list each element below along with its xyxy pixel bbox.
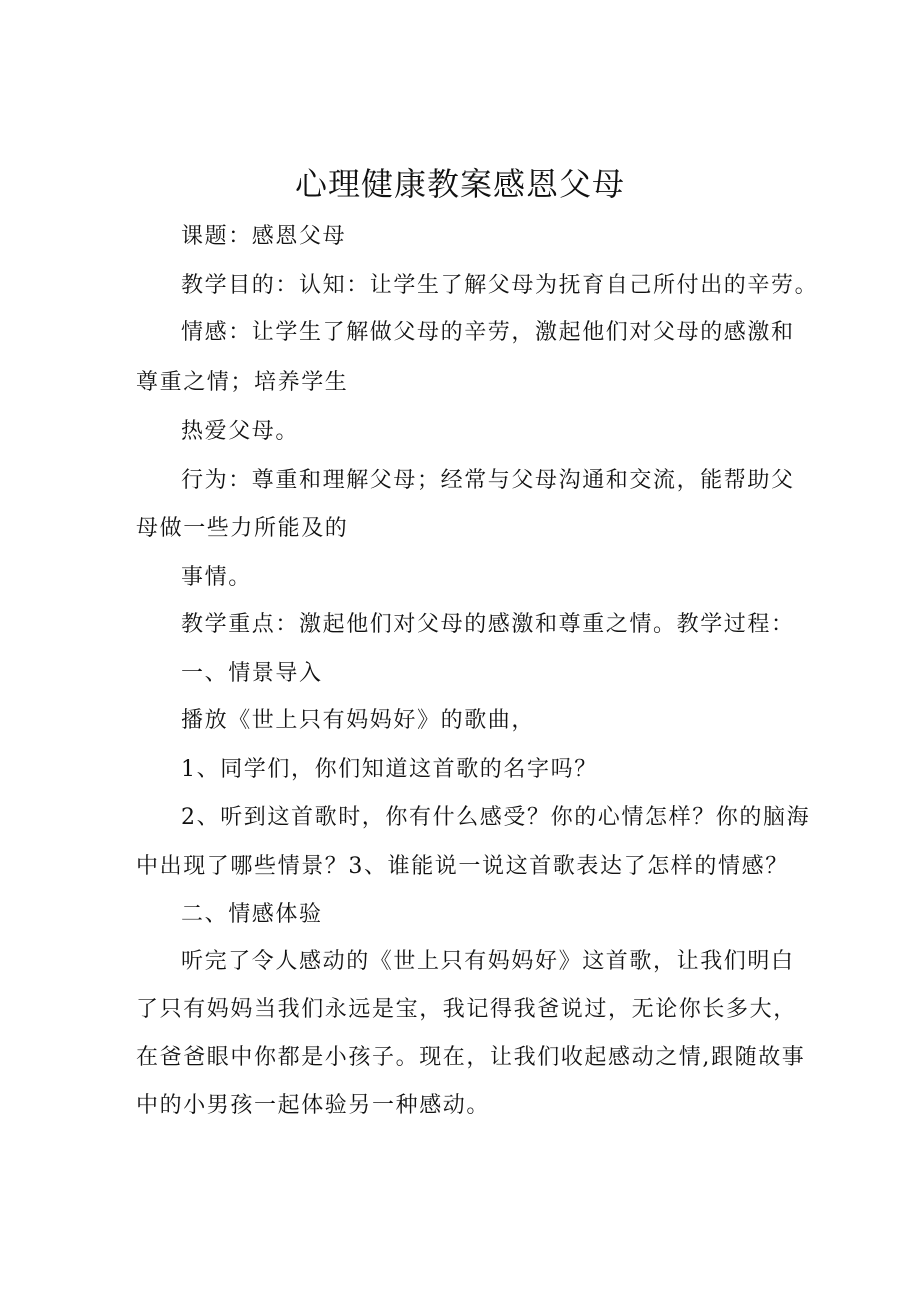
paragraph-line: 尊重之情；培养学生 <box>136 370 349 395</box>
paragraph-line: 2、听到这首歌时，你有什么感受？你的心情怎样？你的脑海 <box>181 805 811 830</box>
paragraph-line: 中出现了哪些情景？3、谁能说一说这首歌表达了怎样的情感？ <box>136 854 789 879</box>
paragraph-line: 播放《世上只有妈妈好》的歌曲， <box>181 708 536 733</box>
paragraph-line: 事情。 <box>181 565 252 590</box>
paragraph-line: 母做一些力所能及的 <box>136 516 349 541</box>
paragraph-line: 一、情景导入 <box>181 661 323 686</box>
paragraph-line: 1、同学们，你们知道这首歌的名字吗？ <box>181 757 598 782</box>
paragraph-line: 教学目的：认知：让学生了解父母为抚育自己所付出的辛劳。 <box>181 273 819 298</box>
paragraph-line: 热爱父母。 <box>181 419 300 444</box>
paragraph-line: 二、情感体验 <box>181 902 323 927</box>
document-title: 心理健康教案感恩父母 <box>294 165 625 203</box>
paragraph-line: 课题：感恩父母 <box>181 224 347 249</box>
paragraph-line: 行为：尊重和理解父母；经常与父母沟通和交流，能帮助父 <box>181 468 795 493</box>
paragraph-line: 情感：让学生了解做父母的辛劳，激起他们对父母的感激和 <box>181 320 795 345</box>
paragraph-line: 在爸爸眼中你都是小孩子。现在，让我们收起感动之情,跟随故事 <box>136 1045 806 1070</box>
paragraph-line: 听完了令人感动的《世上只有妈妈好》这首歌，让我们明白 <box>181 949 795 974</box>
paragraph-line: 了只有妈妈当我们永远是宝，我记得我爸说过，无论你长多大， <box>136 997 797 1022</box>
paragraph-line: 中的小男孩一起体验另一种感动。 <box>136 1093 491 1118</box>
paragraph-line: 教学重点：激起他们对父母的感激和尊重之情。教学过程： <box>181 612 795 637</box>
